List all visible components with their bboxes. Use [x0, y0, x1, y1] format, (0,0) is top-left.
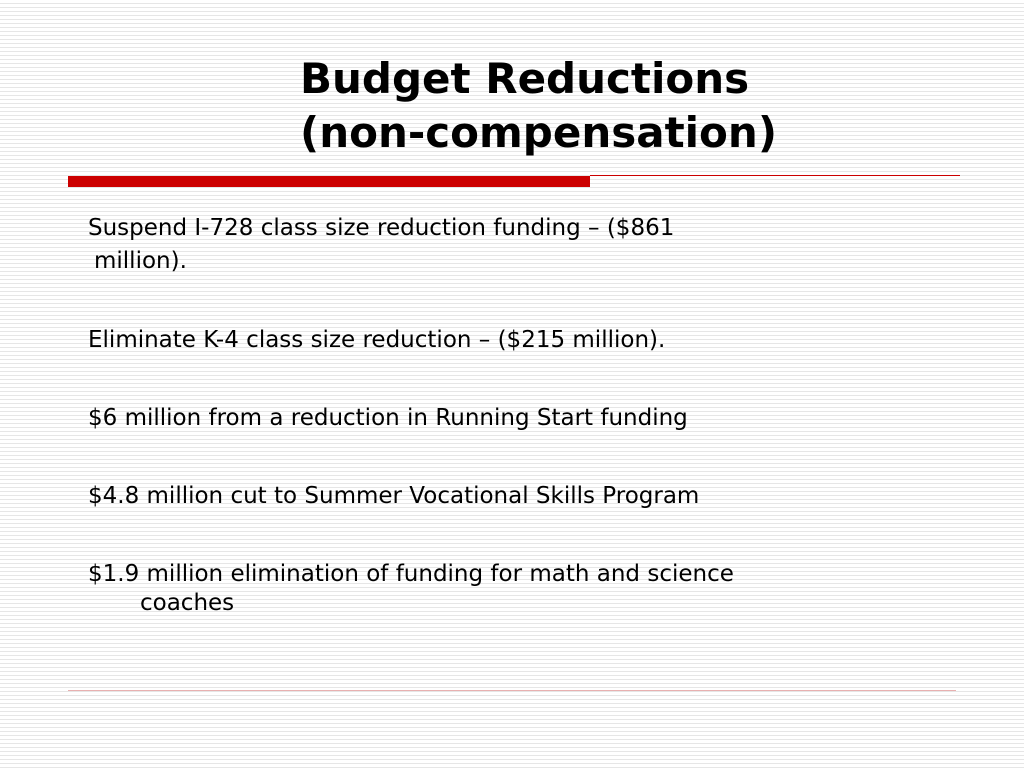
slide-title — [300, 52, 980, 160]
bullet-item — [88, 324, 958, 357]
title-underline-bar — [68, 176, 590, 187]
bullet-text: $4.8 million cut to Summer Vocational Skills Program — [88, 483, 700, 509]
bullet-item — [88, 480, 958, 513]
slide-title-line-2: (non-compensation) — [300, 108, 778, 157]
bullet-list — [88, 212, 958, 665]
bullet-text-continuation: coaches — [140, 590, 235, 616]
bullet-text: $1.9 million elimination of funding for math and science — [88, 561, 734, 587]
title-underline-rule — [590, 175, 960, 176]
footer-rule — [68, 690, 956, 691]
bullet-text-continuation: million). — [94, 248, 187, 274]
bullet-item — [88, 402, 958, 435]
bullet-text: Suspend I-728 class size reduction funding – ($861 — [88, 215, 675, 241]
bullet-item — [88, 212, 958, 278]
bullet-item — [88, 558, 958, 620]
bullet-text: Eliminate K-4 class size reduction – ($215 million). — [88, 327, 666, 353]
slide-title-line-1: Budget Reductions — [300, 54, 750, 103]
bullet-text: $6 million from a reduction in Running Start funding — [88, 405, 688, 431]
